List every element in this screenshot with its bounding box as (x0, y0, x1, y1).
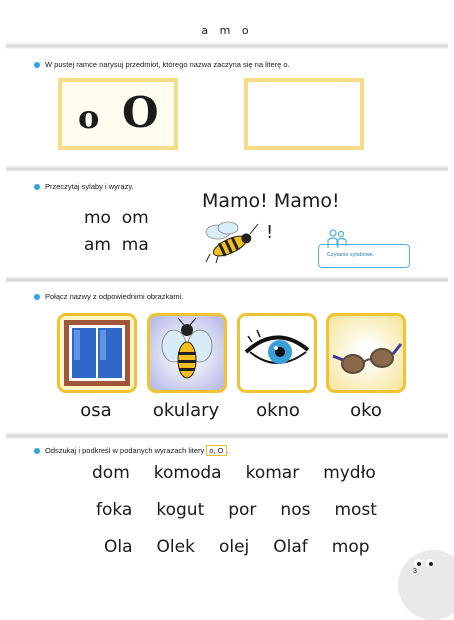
reading-people-icon (326, 228, 348, 250)
word-okno[interactable]: okno (256, 400, 300, 421)
picture-wasp[interactable] (147, 313, 227, 393)
picture-eye[interactable] (237, 313, 317, 393)
exclamation-title: Mamo! Mamo! (202, 190, 340, 212)
word[interactable]: komar (245, 463, 300, 483)
word[interactable]: most (334, 500, 377, 520)
word[interactable]: foka (96, 500, 133, 520)
word-oko[interactable]: oko (350, 400, 382, 421)
word[interactable]: Ola (104, 537, 133, 557)
syllables-row-1: mo om (84, 208, 149, 228)
picture-glasses[interactable] (326, 313, 406, 393)
exclamation-mark: ! (266, 222, 274, 243)
window-icon (60, 316, 134, 390)
bullet-icon (34, 62, 40, 68)
word[interactable]: Olek (156, 537, 195, 557)
divider (6, 276, 448, 283)
word-row-2 (96, 500, 401, 520)
word[interactable]: por (228, 500, 257, 520)
bullet-icon (34, 184, 40, 190)
empty-drawing-frame[interactable] (244, 78, 364, 150)
word[interactable]: mop (331, 537, 370, 557)
letter-frame (58, 78, 178, 150)
word-row-3 (104, 537, 394, 557)
word[interactable]: olej (218, 537, 250, 557)
badge-label: Czytanie sylabowe. (327, 252, 375, 258)
word[interactable]: mydło (323, 463, 376, 483)
word-row-1 (92, 463, 400, 483)
task-1-instruction: W pustej ramce narysuj przedmiot, którego nazwa zaczyna się na literę o. (34, 60, 290, 69)
word-okulary[interactable]: okulary (152, 400, 220, 421)
word[interactable]: dom (92, 463, 130, 483)
letter-o-small: o (78, 98, 100, 136)
highlight-letters: o, O (206, 445, 226, 456)
word[interactable]: nos (280, 500, 311, 520)
task-3-instruction: Połącz nazwy z odpowiednimi obrazkami. (34, 292, 183, 301)
word[interactable]: kogut (156, 500, 205, 520)
page-number: 3 (413, 568, 417, 575)
bullet-icon (34, 448, 40, 454)
eye-icon (240, 316, 314, 390)
sunglasses-icon (329, 316, 403, 390)
divider (6, 432, 448, 439)
syllables-row-2: am ma (84, 235, 149, 255)
divider (6, 42, 448, 49)
page-header-letters: a m o (201, 24, 253, 37)
task-2-instruction: Przeczytaj sylaby i wyrazy. (34, 182, 134, 191)
word-osa[interactable]: osa (80, 400, 112, 421)
letter-o-big: O (122, 88, 159, 137)
picture-window[interactable] (57, 313, 137, 393)
divider (6, 165, 448, 172)
task-4-instruction: Odszukaj i podkreśl w podanych wyrazach litery o, O . (34, 446, 229, 455)
word[interactable]: komoda (153, 463, 222, 483)
wasp-flying-icon (200, 220, 262, 264)
wasp-icon (150, 316, 224, 390)
bullet-icon (34, 294, 40, 300)
word[interactable]: Olaf (273, 537, 308, 557)
